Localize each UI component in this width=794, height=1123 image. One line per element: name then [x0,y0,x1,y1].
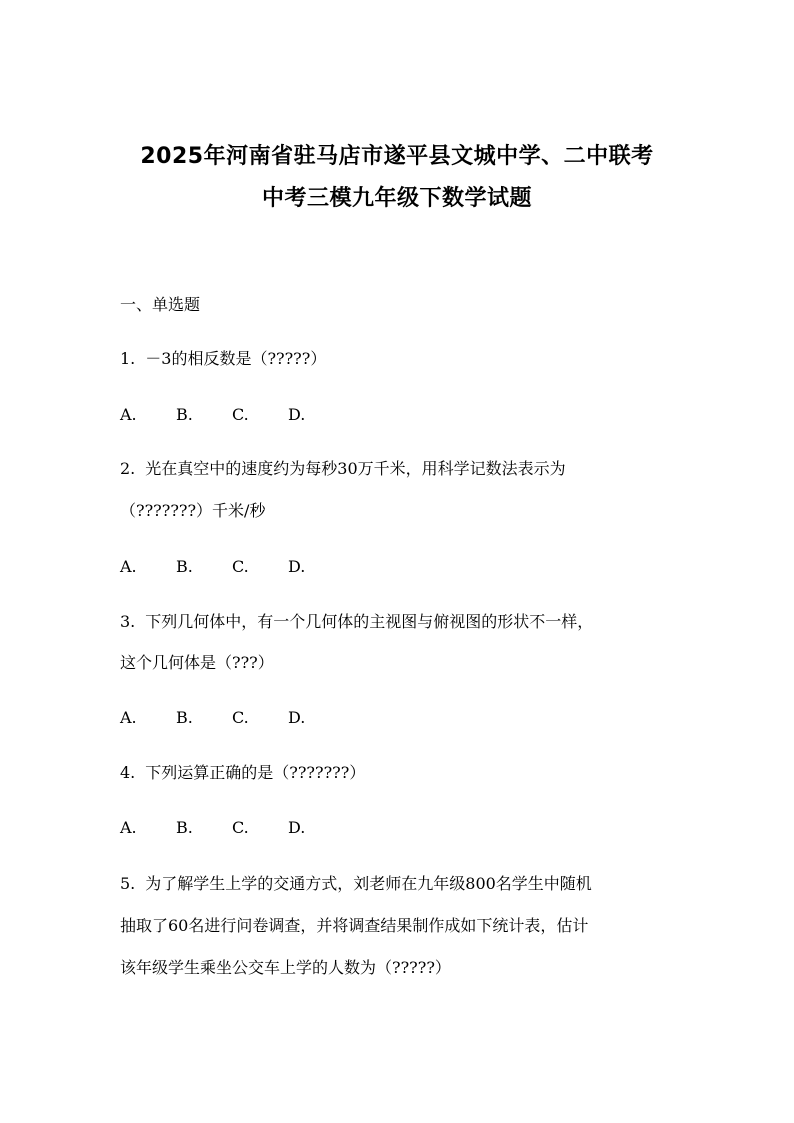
question-number: 2. [120,459,136,478]
option-a[interactable]: A. [120,708,137,727]
question-number: 3. [120,612,136,631]
question-1 [120,346,680,372]
question-text: 下列运算正确的是（???????） [145,763,366,782]
option-b[interactable]: B. [176,557,193,576]
question-number: 5. [120,874,136,893]
question-text: 光在真空中的速度约为每秒30万千米，用科学记数法表示为 [145,459,566,478]
question-text: （???????）千米/秒 [120,501,266,520]
document-title-line-2: 中考三模九年级下数学试题 [261,186,532,211]
question-text: －3的相反数是（?????） [145,349,327,368]
question-3 [120,609,680,635]
question-2-options [120,554,344,580]
question-text: 该年级学生乘坐公交车上学的人数为（?????） [120,958,451,977]
option-c[interactable]: C. [232,557,249,576]
question-5-continued-1 [120,913,680,939]
option-c[interactable]: C. [232,818,249,837]
question-text: 下列几何体中，有一个几何体的主视图与俯视图的形状不一样， [145,612,594,631]
section-heading: 一、单选题 [120,295,201,314]
option-c[interactable]: C. [232,405,249,424]
option-b[interactable]: B. [176,818,193,837]
question-text: 这个几何体是（???） [120,653,274,672]
option-d[interactable]: D. [288,708,306,727]
question-5 [120,871,680,897]
document-title-line-1: 2025年河南省驻马店市遂平县文城中学、二中联考 [140,144,654,169]
option-a[interactable]: A. [120,557,137,576]
question-3-continued [120,650,680,676]
option-b[interactable]: B. [176,708,193,727]
question-3-options [120,705,344,731]
option-a[interactable]: A. [120,818,137,837]
question-2-continued [120,498,680,524]
question-number: 1. [120,349,136,368]
question-4 [120,760,680,786]
option-c[interactable]: C. [232,708,249,727]
option-d[interactable]: D. [288,557,306,576]
option-d[interactable]: D. [288,818,306,837]
question-text: 为了解学生上学的交通方式，刘老师在九年级800名学生中随机 [145,874,592,893]
option-b[interactable]: B. [176,405,193,424]
question-text: 抽取了60名进行问卷调查，并将调查结果制作成如下统计表，估计 [120,916,589,935]
question-1-options [120,402,344,428]
question-2 [120,456,680,482]
question-5-continued-2 [120,955,680,981]
option-a[interactable]: A. [120,405,137,424]
option-d[interactable]: D. [288,405,306,424]
question-4-options [120,815,344,841]
question-number: 4. [120,763,136,782]
